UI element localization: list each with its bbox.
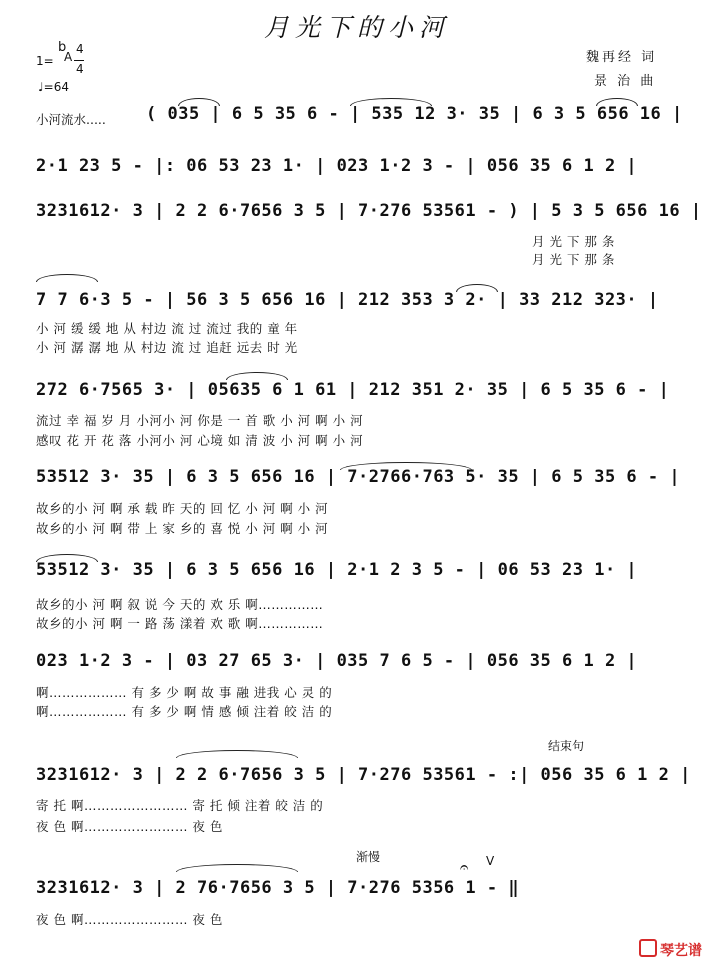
logo-icon bbox=[639, 939, 657, 957]
ritardando-label: 渐慢 bbox=[356, 850, 381, 864]
score-row-4-lyric-1: 小 河 缓 缓 地 从 村边 流 过 流过 我的 童 年 bbox=[36, 321, 298, 336]
intro-label: 小河流水..... bbox=[36, 112, 106, 127]
slur-mark bbox=[176, 750, 298, 758]
score-row-8-lyric-2: 啊……………… 有 多 少 啊 情 感 倾 注着 皎 洁 的 bbox=[36, 704, 333, 719]
key-do-label: 1= bbox=[36, 54, 54, 68]
score-row-5-notes: 272 6·7565 3· | 05635 6 1 61 | 212 351 2· 35 | 6 5 35 6 - | bbox=[36, 380, 670, 400]
slur-mark bbox=[36, 274, 98, 282]
lyricist-credit: 魏再经 词 bbox=[586, 50, 658, 65]
watermark-logo bbox=[639, 939, 702, 960]
score-row-6-lyric-1: 故乡的小 河 啊 承 载 昨 天的 回 忆 小 河 啊 小 河 bbox=[36, 501, 329, 516]
score-row-9-notes: 3231612· 3 | 2 2 6·7656 3 5 | 7·276 53561 - :| 056 35 6 1 2 | bbox=[36, 765, 691, 785]
slur-mark bbox=[226, 372, 288, 380]
score-row-8-lyric-1: 啊……………… 有 多 少 啊 故 事 融 进我 心 灵 的 bbox=[36, 685, 333, 700]
time-signature-top: 4 bbox=[76, 42, 84, 56]
fermata-icon: 𝄐 bbox=[460, 858, 469, 876]
tempo-marking bbox=[38, 80, 69, 94]
ending-label: 结束句 bbox=[548, 739, 585, 753]
score-row-2-notes: 2·1 23 5 - |: 06 53 23 1· | 023 1·2 3 - | 056 35 6 1 2 | bbox=[36, 156, 638, 176]
score-row-7-lyric-1: 故乡的小 河 啊 叙 说 今 天的 欢 乐 啊…………… bbox=[36, 597, 324, 612]
slur-mark bbox=[176, 864, 298, 872]
composer-credit: 景 治 曲 bbox=[594, 74, 657, 89]
flat-sign: b bbox=[58, 40, 67, 55]
slur-mark bbox=[36, 554, 98, 562]
slur-mark bbox=[596, 98, 638, 106]
tempo-value: =64 bbox=[43, 80, 69, 94]
score-row-5-lyric-1: 流过 幸 福 岁 月 小河小 河 你是 一 首 歌 小 河 啊 小 河 bbox=[36, 413, 364, 428]
score-row-6-notes: 53512 3· 35 | 6 3 5 656 16 | 7·2766·763 5· 35 | 6 5 35 6 - | bbox=[36, 467, 681, 487]
key-letter: A bbox=[64, 50, 73, 64]
slur-mark bbox=[340, 462, 472, 470]
score-row-5-lyric-2: 感叹 花 开 花 落 小河小 河 心境 如 清 波 小 河 啊 小 河 bbox=[36, 433, 364, 448]
quarter-note-icon: ♩ bbox=[38, 80, 44, 94]
slur-mark bbox=[350, 98, 432, 106]
time-signature-line bbox=[74, 60, 84, 61]
score-row-9-lyric-1: 寄 托 啊…………………… 寄 托 倾 注着 皎 洁 的 bbox=[36, 798, 324, 813]
time-signature-bottom: 4 bbox=[76, 62, 84, 76]
slur-mark bbox=[178, 98, 220, 106]
score-row-8-notes: 023 1·2 3 - | 03 27 65 3· | 035 7 6 5 - | 056 35 6 1 2 | bbox=[36, 651, 638, 671]
slur-mark bbox=[456, 284, 498, 292]
score-row-10-lyric-1: 夜 色 啊…………………… 夜 色 bbox=[36, 912, 223, 927]
score-row-3-notes: 3231612· 3 | 2 2 6·7656 3 5 | 7·276 53561 - ) | 5 3 5 656 16 | bbox=[36, 201, 702, 221]
score-row-9-lyric-2: 夜 色 啊…………………… 夜 色 bbox=[36, 819, 223, 834]
score-row-3-lyric-2: 月 光 下 那 条 bbox=[532, 252, 615, 267]
breath-mark: V bbox=[486, 854, 495, 868]
score-title: 月光下的小河 bbox=[263, 13, 450, 42]
score-row-1-notes: ( 035 | 6 5 35 6 - | 535 12 3· 35 | 6 3 5 656 16 | bbox=[146, 104, 683, 124]
score-row-10-notes: 3231612· 3 | 2 76·7656 3 5 | 7·276 5356 1 - ‖ bbox=[36, 878, 520, 898]
score-row-7-lyric-2: 故乡的小 河 啊 一 路 荡 漾着 欢 歌 啊…………… bbox=[36, 616, 324, 631]
watermark-text: 琴艺谱 bbox=[660, 943, 702, 959]
score-row-3-lyric-1: 月 光 下 那 条 bbox=[532, 234, 615, 249]
score-row-7-notes: 53512 3· 35 | 6 3 5 656 16 | 2·1 2 3 5 - | 06 53 23 1· | bbox=[36, 560, 638, 580]
score-row-4-lyric-2: 小 河 潺 潺 地 从 村边 流 过 追赶 远去 时 光 bbox=[36, 340, 298, 355]
score-row-6-lyric-2: 故乡的小 河 啊 带 上 家 乡的 喜 悦 小 河 啊 小 河 bbox=[36, 521, 329, 536]
score-row-4-notes: 7 7 6·3 5 - | 56 3 5 656 16 | 212 353 3 2· | 33 212 323· | bbox=[36, 290, 659, 310]
